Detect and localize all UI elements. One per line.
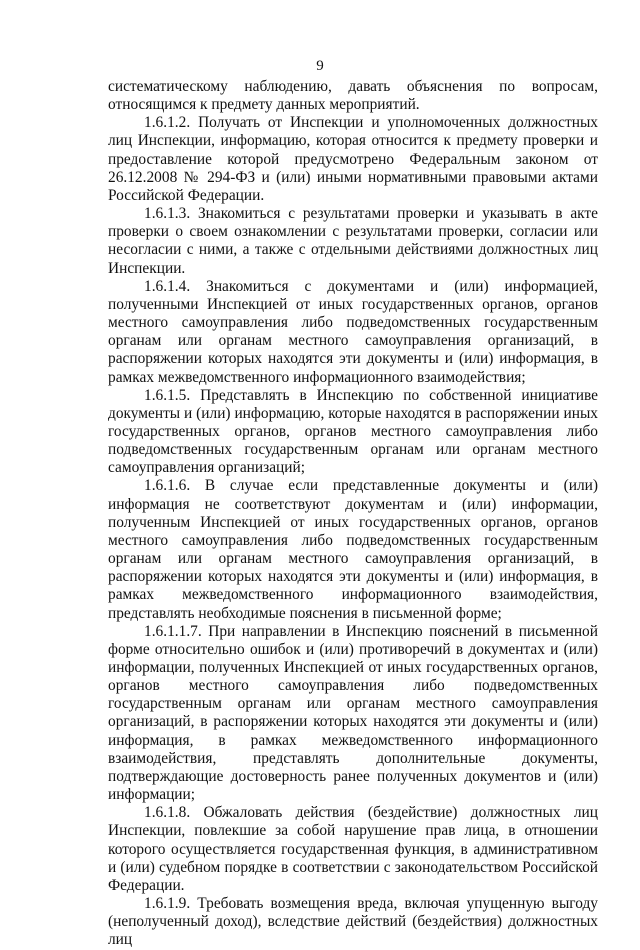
paragraph-continuation: систематическому наблюдению, давать объяснения по вопросам, относящимся к предмету данных мероприятий. <box>108 78 598 114</box>
paragraph-1-6-1-4: 1.6.1.4. Знакомиться с документами и (или) информацией, полученными Инспекцией от иных государственных органов, органов местного самоуправления либо подведомственных государственным органам или органам местного самоуправления организаций, в распоряжении которых находятся эти документы и (или) информация, в рамках межведомственного информационного взаимодействия; <box>108 277 598 386</box>
paragraph-1-6-1-5: 1.6.1.5. Представлять в Инспекцию по собственной инициативе документы и (или) информацию, которые находятся в распоряжении иных государственных органов, органов местного самоуправления либо подведомственных государственным органам или органам местного самоуправления организаций; <box>108 386 598 477</box>
paragraph-1-6-1-1-7: 1.6.1.1.7. При направлении в Инспекцию пояснений в письменной форме относительно ошибок и (или) противоречий в документах и (или) информации, полученных Инспекцией от иных государственных органов, органов местного самоуправления либо подведомственных государственным органам или органам местного самоуправления организаций, в распоряжении которых находятся эти документы и (или) информация, в рамках межведомственного информационного взаимодействия, представлять дополнительные документы, подтверждающие достоверность ранее полученных документов и (или) информации; <box>108 622 598 804</box>
paragraph-1-6-1-8: 1.6.1.8. Обжаловать действия (бездействие) должностных лиц Инспекции, повлекшие за собой нарушение прав лица, в отношении которого осуществляется государственная функция, в административном и (или) судебном порядке в соответствии с законодательством Российской Федерации. <box>108 804 598 894</box>
paragraph-1-6-1-9: 1.6.1.9. Требовать возмещения вреда, включая упущенную выгоду (неполученный доход), вследствие действий (бездействия) должностных лиц <box>108 895 598 949</box>
paragraph-1-6-1-3: 1.6.1.3. Знакомиться с результатами проверки и указывать в акте проверки о своем ознакомлении с результатами проверки, согласии или несогласии с ними, а также с отдельными действиями должностных лиц Инспекции. <box>108 205 598 277</box>
paragraph-1-6-1-2: 1.6.1.2. Получать от Инспекции и уполномоченных должностных лиц Инспекции, информацию, которая относится к предмету проверки и предоставление которой предусмотрено Федеральным законом от 26.12.2008 № 294-ФЗ и (или) иными нормативными правовыми актами Российской Федерации. <box>108 114 598 204</box>
paragraph-1-6-1-6: 1.6.1.6. В случае если представленные документы и (или) информация не соответствуют документам и (или) информации, полученным Инспекцией от иных государственных органов, органов местного самоуправления либо подведомственных государственным органам или органам местного самоуправления организаций, в распоряжении которых находятся эти документы и (или) информация, в рамках межведомственного информационного взаимодействия, представлять необходимые пояснения в письменной форме; <box>108 477 598 622</box>
page-number: 9 <box>316 58 324 74</box>
document-body <box>108 78 598 950</box>
